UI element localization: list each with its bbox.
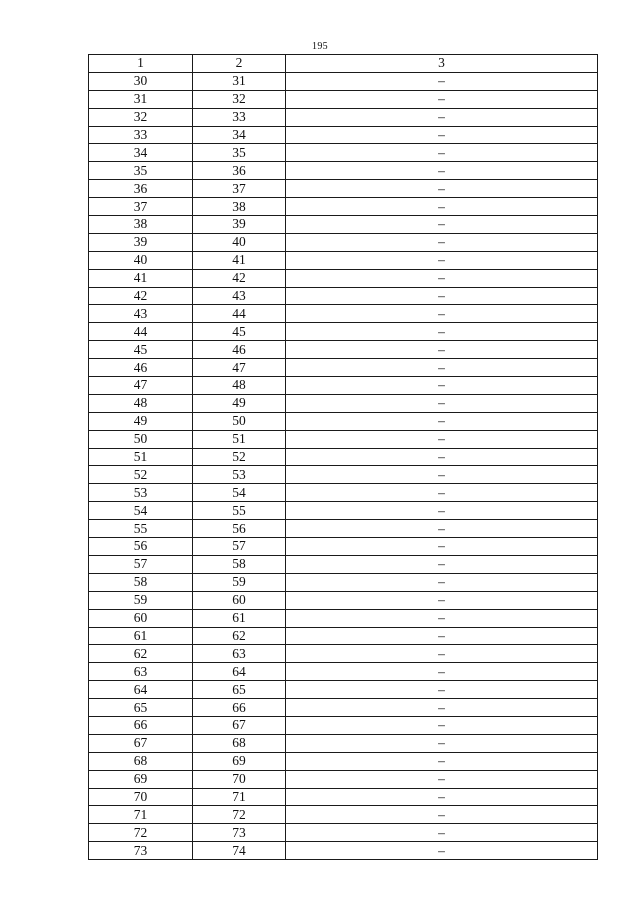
- table-cell-col-3: –: [286, 699, 598, 717]
- table-cell-col-3: –: [286, 126, 598, 144]
- table-cell-col-3: –: [286, 663, 598, 681]
- table-cell-col-3: –: [286, 359, 598, 377]
- table-cell-col-3: –: [286, 573, 598, 591]
- table-cell-col-1: 34: [89, 144, 193, 162]
- table-cell-col-1: 32: [89, 108, 193, 126]
- table-cell-col-1: 36: [89, 180, 193, 198]
- table-cell-col-3: –: [286, 591, 598, 609]
- table-row: [89, 770, 598, 788]
- table-cell-col-1: 73: [89, 842, 193, 860]
- table-cell-col-2: 73: [193, 824, 286, 842]
- table-cell-col-3: –: [286, 806, 598, 824]
- table-row: [89, 734, 598, 752]
- table-cell-col-1: 30: [89, 72, 193, 90]
- table-cell-col-1: 64: [89, 681, 193, 699]
- table-cell-col-1: 67: [89, 734, 193, 752]
- table-cell-col-2: 52: [193, 448, 286, 466]
- table-row: [89, 573, 598, 591]
- table-row: [89, 681, 598, 699]
- table-row: [89, 341, 598, 359]
- table-cell-col-1: 50: [89, 430, 193, 448]
- table-cell-col-3: –: [286, 681, 598, 699]
- page-number: 195: [312, 41, 328, 52]
- table-cell-col-2: 64: [193, 663, 286, 681]
- data-table: [88, 54, 598, 860]
- table-cell-col-3: –: [286, 394, 598, 412]
- table-row: [89, 824, 598, 842]
- table-row: [89, 162, 598, 180]
- table-row: [89, 699, 598, 717]
- table-cell-col-3: –: [286, 323, 598, 341]
- table-cell-col-2: 61: [193, 609, 286, 627]
- table-cell-col-2: 46: [193, 341, 286, 359]
- table-cell-col-3: –: [286, 108, 598, 126]
- table-cell-col-3: –: [286, 538, 598, 556]
- table-cell-col-2: 55: [193, 502, 286, 520]
- table-cell-col-3: –: [286, 520, 598, 538]
- table-cell-col-3: –: [286, 251, 598, 269]
- table-row: [89, 198, 598, 216]
- table-cell-col-3: –: [286, 466, 598, 484]
- table-cell-col-3: –: [286, 305, 598, 323]
- table-cell-col-3: –: [286, 842, 598, 860]
- table-cell-col-3: –: [286, 216, 598, 234]
- table-cell-col-3: –: [286, 72, 598, 90]
- table-cell-col-3: –: [286, 341, 598, 359]
- table-cell-col-3: –: [286, 90, 598, 108]
- table-cell-col-1: 43: [89, 305, 193, 323]
- table-cell-col-2: 66: [193, 699, 286, 717]
- table-row: [89, 806, 598, 824]
- table-row: [89, 412, 598, 430]
- table-cell-col-2: 60: [193, 591, 286, 609]
- table-row: [89, 484, 598, 502]
- table-cell-col-2: 50: [193, 412, 286, 430]
- table-cell-col-2: 57: [193, 538, 286, 556]
- table-row: [89, 555, 598, 573]
- table-cell-col-1: 45: [89, 341, 193, 359]
- table-cell-col-2: 38: [193, 198, 286, 216]
- table-cell-col-3: –: [286, 734, 598, 752]
- table-cell-col-2: 42: [193, 269, 286, 287]
- column-header-2: 2: [193, 55, 286, 73]
- table-cell-col-2: 70: [193, 770, 286, 788]
- table-cell-col-2: 36: [193, 162, 286, 180]
- table-cell-col-1: 41: [89, 269, 193, 287]
- table-cell-col-1: 57: [89, 555, 193, 573]
- table-cell-col-3: –: [286, 752, 598, 770]
- table-cell-col-1: 59: [89, 591, 193, 609]
- table-cell-col-1: 62: [89, 645, 193, 663]
- table-header: [89, 55, 598, 73]
- table-cell-col-3: –: [286, 484, 598, 502]
- table-cell-col-2: 39: [193, 216, 286, 234]
- table-cell-col-1: 55: [89, 520, 193, 538]
- table-cell-col-1: 35: [89, 162, 193, 180]
- table-cell-col-1: 37: [89, 198, 193, 216]
- table-row: [89, 126, 598, 144]
- table-cell-col-3: –: [286, 770, 598, 788]
- table-row: [89, 752, 598, 770]
- table-cell-col-2: 67: [193, 716, 286, 734]
- table-cell-col-1: 56: [89, 538, 193, 556]
- table-cell-col-2: 40: [193, 233, 286, 251]
- table-cell-col-1: 31: [89, 90, 193, 108]
- table-cell-col-1: 61: [89, 627, 193, 645]
- table-row: [89, 645, 598, 663]
- table-cell-col-1: 33: [89, 126, 193, 144]
- table-cell-col-3: –: [286, 609, 598, 627]
- table-row: [89, 466, 598, 484]
- table-row: [89, 108, 598, 126]
- table-row: [89, 627, 598, 645]
- table-cell-col-1: 54: [89, 502, 193, 520]
- table-cell-col-3: –: [286, 824, 598, 842]
- table-cell-col-1: 52: [89, 466, 193, 484]
- table-cell-col-2: 74: [193, 842, 286, 860]
- table-cell-col-2: 63: [193, 645, 286, 663]
- table-cell-col-2: 34: [193, 126, 286, 144]
- table-row: [89, 520, 598, 538]
- table-cell-col-2: 68: [193, 734, 286, 752]
- table-cell-col-1: 46: [89, 359, 193, 377]
- table-row: [89, 359, 598, 377]
- table-cell-col-1: 66: [89, 716, 193, 734]
- table-row: [89, 502, 598, 520]
- table-row: [89, 323, 598, 341]
- table-cell-col-1: 38: [89, 216, 193, 234]
- table-cell-col-2: 33: [193, 108, 286, 126]
- table-cell-col-2: 51: [193, 430, 286, 448]
- table-row: [89, 538, 598, 556]
- table-cell-col-1: 69: [89, 770, 193, 788]
- table-row: [89, 144, 598, 162]
- table-cell-col-1: 49: [89, 412, 193, 430]
- table-cell-col-2: 31: [193, 72, 286, 90]
- table-cell-col-2: 58: [193, 555, 286, 573]
- table-cell-col-3: –: [286, 716, 598, 734]
- table-row: [89, 269, 598, 287]
- table-cell-col-1: 68: [89, 752, 193, 770]
- table-cell-col-2: 48: [193, 377, 286, 395]
- table-cell-col-2: 62: [193, 627, 286, 645]
- table-row: [89, 609, 598, 627]
- table-cell-col-2: 44: [193, 305, 286, 323]
- table-cell-col-1: 44: [89, 323, 193, 341]
- table-cell-col-3: –: [286, 287, 598, 305]
- table-cell-col-2: 47: [193, 359, 286, 377]
- table-cell-col-2: 37: [193, 180, 286, 198]
- table-cell-col-1: 70: [89, 788, 193, 806]
- table-row: [89, 788, 598, 806]
- table-cell-col-2: 35: [193, 144, 286, 162]
- table-cell-col-1: 47: [89, 377, 193, 395]
- table-row: [89, 377, 598, 395]
- table-cell-col-2: 43: [193, 287, 286, 305]
- table-cell-col-3: –: [286, 645, 598, 663]
- table-cell-col-3: –: [286, 412, 598, 430]
- table-cell-col-1: 65: [89, 699, 193, 717]
- table-cell-col-2: 71: [193, 788, 286, 806]
- table-cell-col-3: –: [286, 180, 598, 198]
- table-cell-col-1: 42: [89, 287, 193, 305]
- table-cell-col-3: –: [286, 269, 598, 287]
- table-cell-col-2: 56: [193, 520, 286, 538]
- table-cell-col-3: –: [286, 377, 598, 395]
- table-cell-col-1: 71: [89, 806, 193, 824]
- table-cell-col-2: 65: [193, 681, 286, 699]
- table-cell-col-2: 53: [193, 466, 286, 484]
- table-row: [89, 430, 598, 448]
- column-header-3: 3: [286, 55, 598, 73]
- table-row: [89, 180, 598, 198]
- table-cell-col-2: 49: [193, 394, 286, 412]
- table-row: [89, 663, 598, 681]
- table-row: [89, 716, 598, 734]
- table-cell-col-1: 48: [89, 394, 193, 412]
- table-cell-col-1: 72: [89, 824, 193, 842]
- table-cell-col-1: 51: [89, 448, 193, 466]
- table-row: [89, 287, 598, 305]
- table-cell-col-2: 45: [193, 323, 286, 341]
- table-row: [89, 591, 598, 609]
- table-cell-col-1: 53: [89, 484, 193, 502]
- column-header-1: 1: [89, 55, 193, 73]
- table-cell-col-2: 41: [193, 251, 286, 269]
- table-cell-col-1: 40: [89, 251, 193, 269]
- table-cell-col-3: –: [286, 198, 598, 216]
- table-row: [89, 251, 598, 269]
- table-cell-col-3: –: [286, 555, 598, 573]
- table-row: [89, 216, 598, 234]
- table-cell-col-3: –: [286, 502, 598, 520]
- table-row: [89, 305, 598, 323]
- table-row: [89, 72, 598, 90]
- table-cell-col-3: –: [286, 627, 598, 645]
- table-row: [89, 90, 598, 108]
- table-cell-col-1: 60: [89, 609, 193, 627]
- table-cell-col-3: –: [286, 162, 598, 180]
- table-cell-col-2: 72: [193, 806, 286, 824]
- table-cell-col-3: –: [286, 430, 598, 448]
- table-cell-col-1: 63: [89, 663, 193, 681]
- table-cell-col-1: 39: [89, 233, 193, 251]
- table-cell-col-2: 69: [193, 752, 286, 770]
- table-cell-col-2: 54: [193, 484, 286, 502]
- table-row: [89, 233, 598, 251]
- table-cell-col-1: 58: [89, 573, 193, 591]
- table-cell-col-3: –: [286, 144, 598, 162]
- table-row: [89, 394, 598, 412]
- table-row: [89, 842, 598, 860]
- table-body: [89, 72, 598, 859]
- table-cell-col-3: –: [286, 233, 598, 251]
- table-cell-col-2: 59: [193, 573, 286, 591]
- header-row: [89, 55, 598, 73]
- table-row: [89, 448, 598, 466]
- table-cell-col-2: 32: [193, 90, 286, 108]
- table-cell-col-3: –: [286, 448, 598, 466]
- table-cell-col-3: –: [286, 788, 598, 806]
